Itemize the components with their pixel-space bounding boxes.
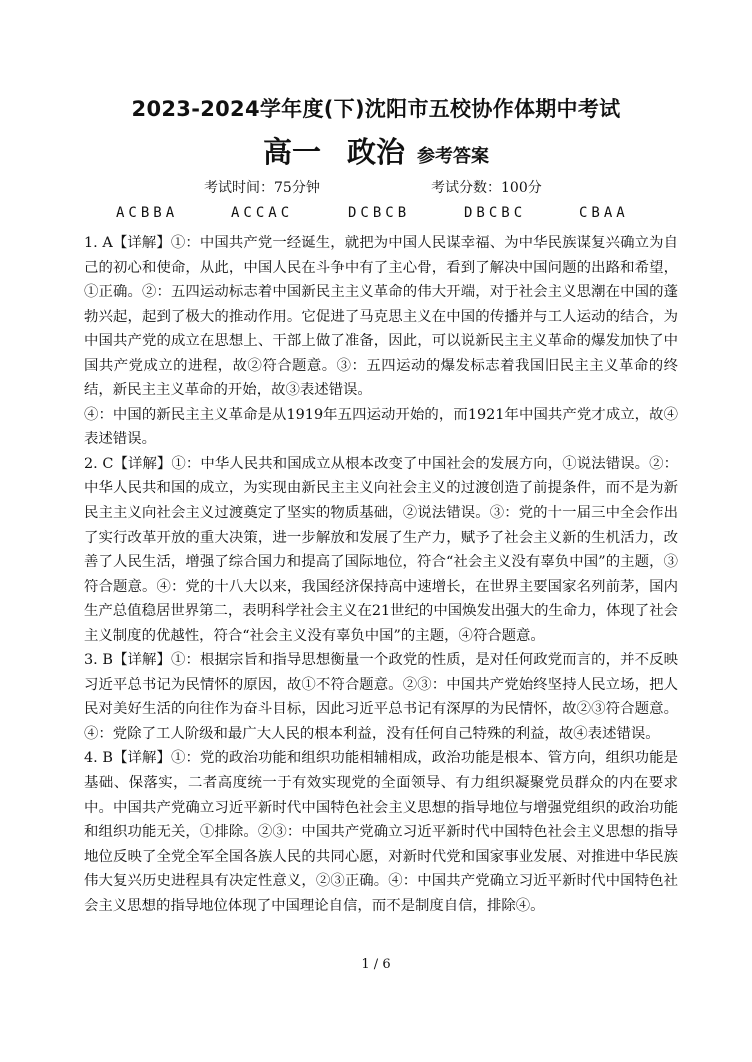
explanation-paragraph: 2. C【详解】①：中华人民共和国成立从根本改变了中国社会的发展方向，①说法错误。②：中华人民共和国的成立，为实现由新民主主义向社会主义的过渡创造了前提条件，而不是为新民主主义向社会主义过渡奠定了坚实的物质基础，②说法错误。③：党的十一届三中全会作出了实行改革开放的重大决策，进一步解放和发展了生产力，赋予了社会主义新的生机活力，改善了人民生活，增强了综合国力和提高了国际地位，符合“社会主义没有辜负中国”的主题，③符合题意。④：党的十八大以来，我国经济保持高中速增长，在世界主要国家名列前茅，国内生产总值稳居世界第二，表明科学社会主义在21世纪的中国焕发出强大的生命力，体现了社会主义制度的优越性，符合“社会主义没有辜负中国”的主题，④符合题意。 [84, 455, 678, 644]
explanation-paragraph: 3. B【详解】①：根据宗旨和指导思想衡量一个政党的性质，是对任何政党而言的，并不反映习近平总书记为民情怀的原因，故①不符合题意。②③：中国共产党始终坚持人民立场，把人民对美好生活的向往作为奋斗目标，因此习近平总书记有深厚的为民情怀，故②③符合题意。④：党除了工人阶级和最广大人民的根本利益，没有任何自己特殊的利益，故④表述错误。 [84, 652, 678, 742]
explanations [84, 231, 678, 918]
explanation-paragraph: 4. B【详解】①：党的政治功能和组织功能相辅相成，政治功能是根本、管方向，组织功能是基础、保落实，二者高度统一于有效实现党的全面领导、有力组织凝聚党员群众的内在要求中。中国共产党确立习近平新时代中国特色社会主义思想的指导地位与增强党组织的政治功能和组织功能无关，①排除。②③：中国共产党确立习近平新时代中国特色社会主义思想的指导地位反映了全党全军全国各族人民的共同心愿，对新时代党和国家事业发展、对推进中华民族伟大复兴历史进程具有决定性意义，②③正确。④：中国共产党确立习近平新时代中国特色社会主义思想的指导地位体现了中国理论自信，而不是制度自信，排除④。 [84, 750, 678, 914]
answer-key-label: 参考答案 [417, 146, 490, 167]
answer-group: CBAA [579, 205, 629, 221]
answer-group: ACBBA [116, 205, 179, 221]
subject-heading [0, 130, 752, 171]
answer-group: ACCAC [231, 205, 294, 221]
grade-label: 高一 [262, 135, 321, 169]
exam-title: 2023-2024学年度(下)沈阳市五校协作体期中考试 [131, 97, 621, 121]
explanation-paragraph: 1. A【详解】①：中国共产党一经诞生，就把为中国人民谋幸福、为中华民族谋复兴确立为自己的初心和使命，从此，中国人民在斗争中有了主心骨，看到了解决中国问题的出路和希望，①正确。②：五四运动标志着中国新民主主义革命的伟大开端，对于社会主义思潮在中国的蓬勃兴起，起到了极大的推动作用。它促进了马克思主义在中国的传播并与工人运动的结合，为中国共产党的成立在思想上、干部上做了准备，因此，可以说新民主主义革命的爆发加快了中国共产党成立的进程，故②符合题意。③：五四运动的爆发标志着我国旧民主主义革命的终结，新民主主义革命的开始，故③表述错误。 [84, 235, 678, 399]
answer-group: DBCBC [464, 205, 527, 221]
page-number: 1 / 6 [361, 957, 391, 972]
subject-label: 政治 [347, 135, 406, 169]
exam-score: 考试分数：100分 [431, 180, 542, 196]
explanation-paragraph: ④：中国的新民主主义革命是从1919年五四运动开始的，而1921年中国共产党才成立，故④表述错误。 [84, 406, 678, 448]
answer-group: DCBCB [348, 205, 411, 221]
exam-time: 考试时间：75分钟 [204, 180, 320, 196]
